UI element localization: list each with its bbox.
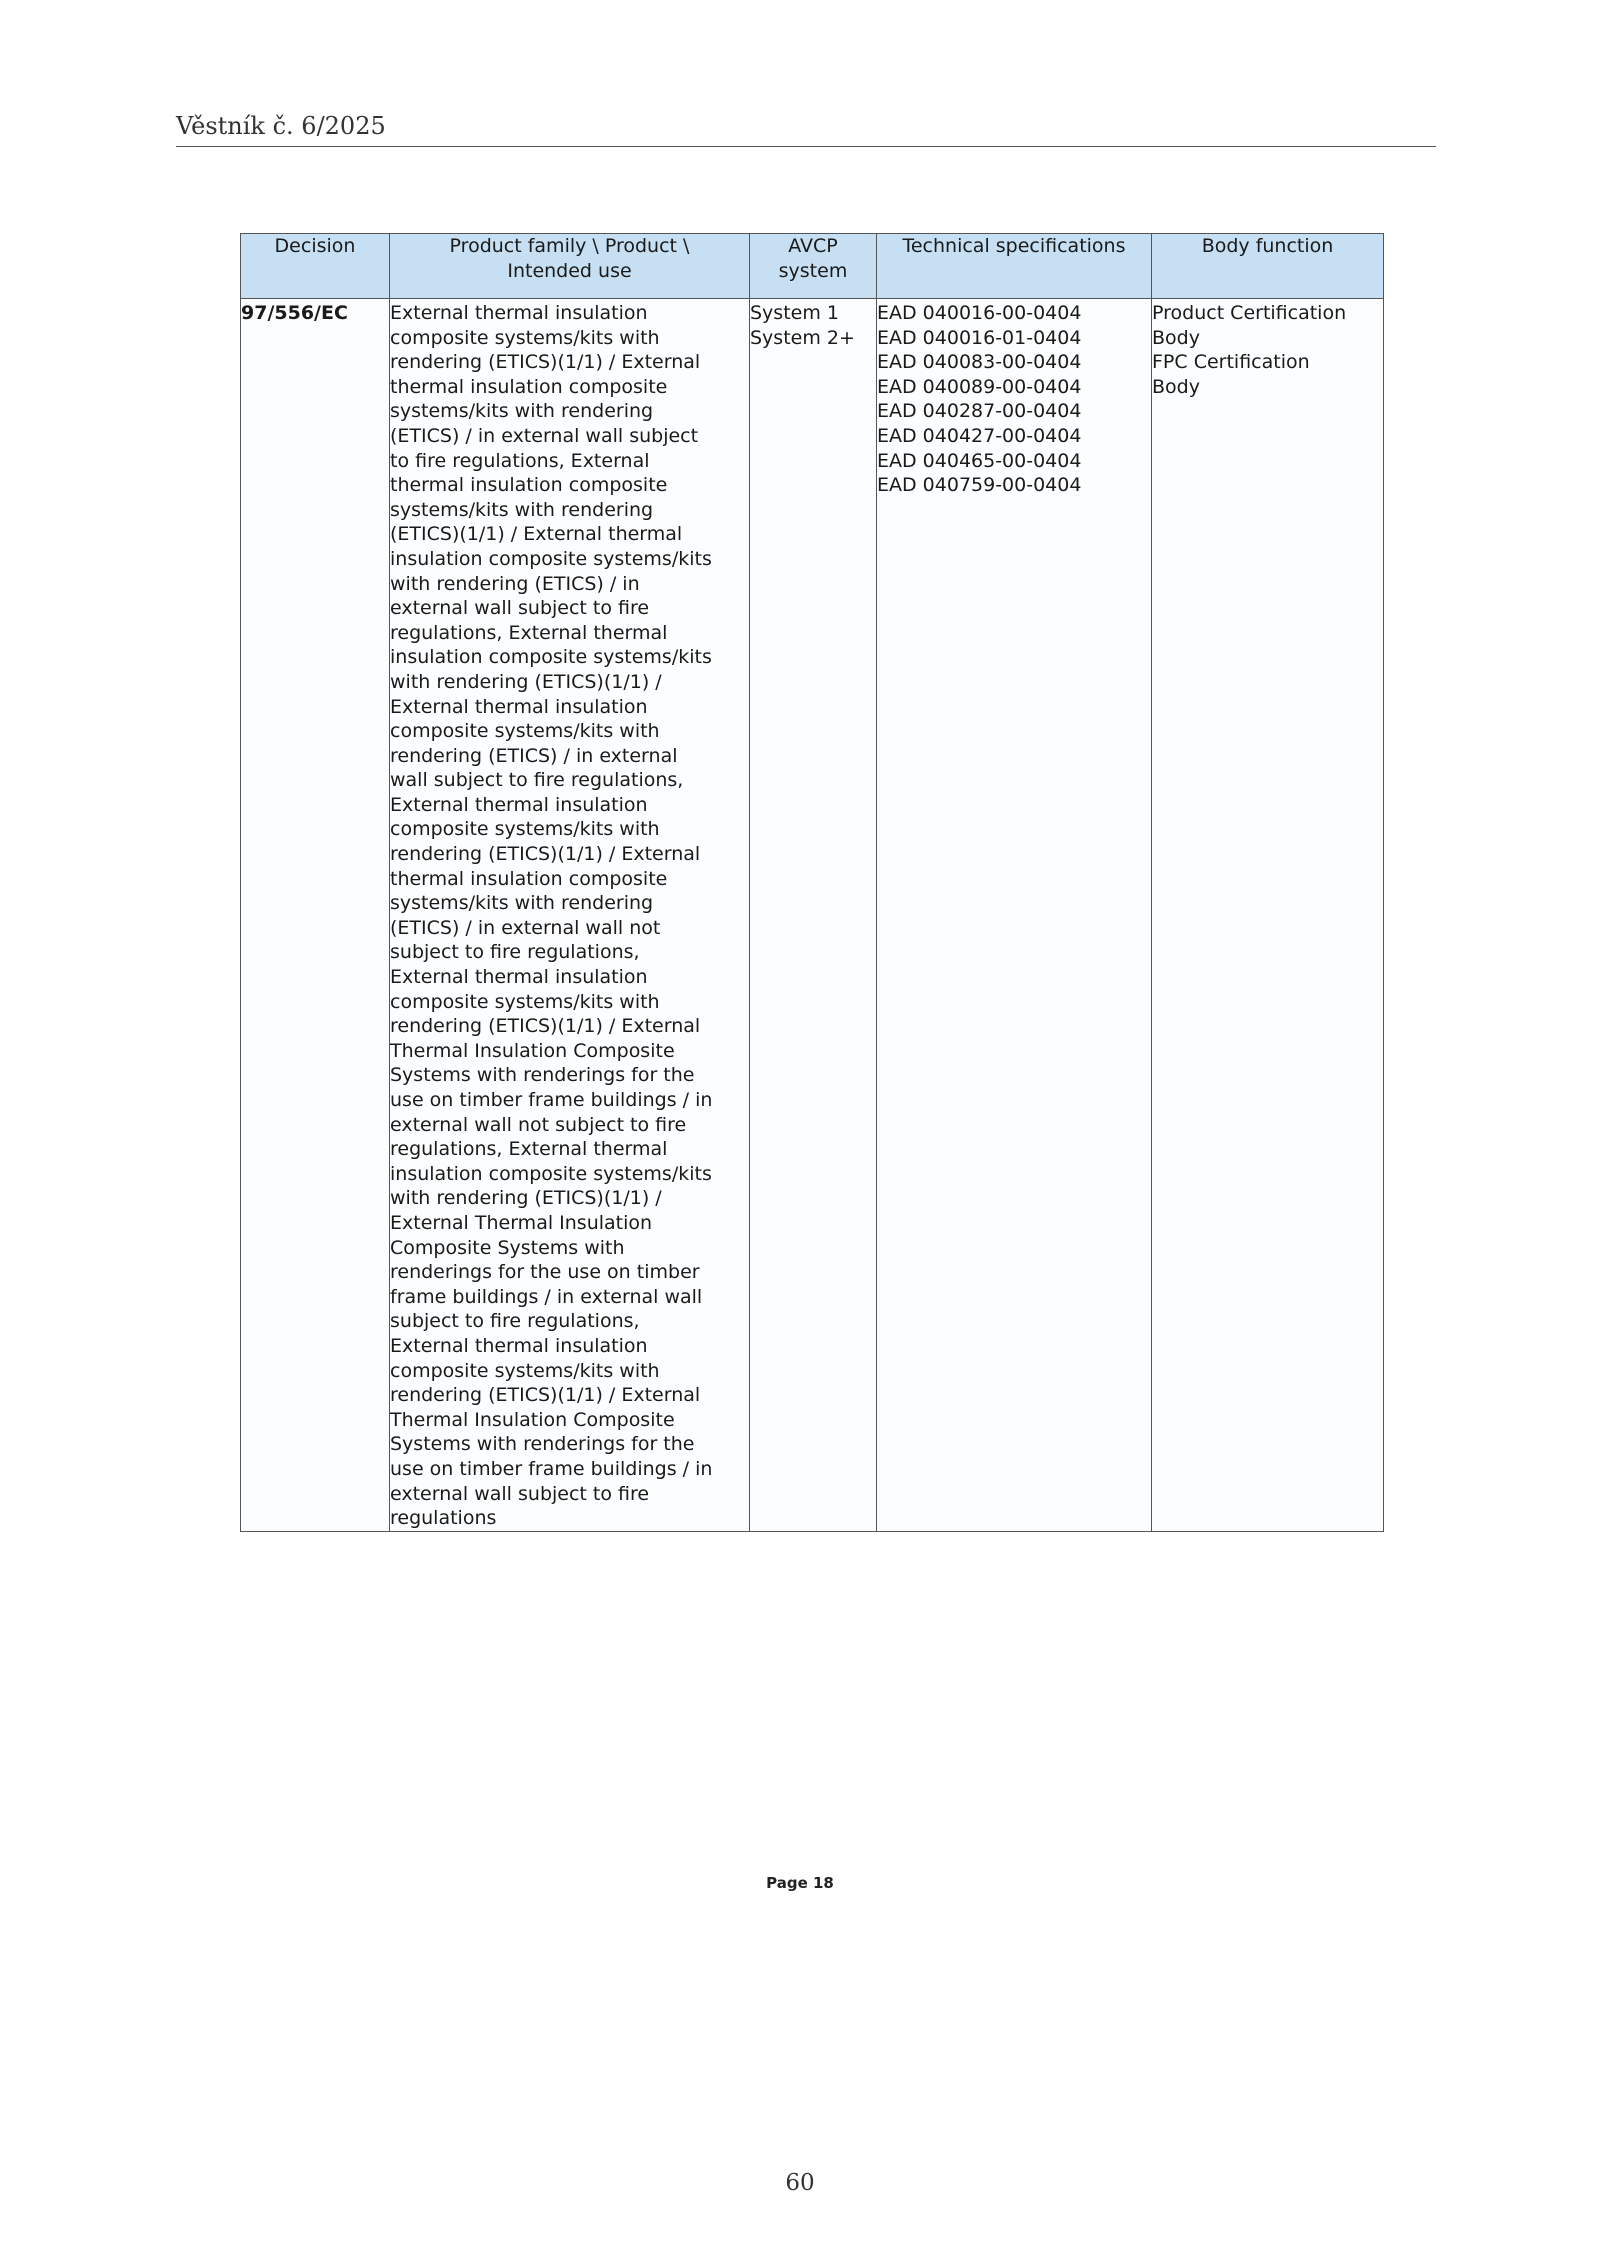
- product-text-line: systems/kits with rendering: [390, 498, 654, 521]
- product-text-line: Thermal Insulation Composite: [390, 1408, 675, 1431]
- header-line: Intended use: [507, 259, 632, 282]
- product-text-line: Systems with renderings for the: [390, 1064, 695, 1087]
- page-number: 60: [785, 2170, 815, 2196]
- technical-specifications-cell: [877, 299, 1152, 1532]
- technical-specification-line: EAD 040016-00-0404: [877, 302, 1082, 324]
- product-text-line: External thermal insulation: [390, 695, 648, 718]
- product-text-line: use on timber frame buildings / in: [390, 1457, 713, 1480]
- product-text-line: Thermal Insulation Composite: [390, 1039, 675, 1062]
- product-text-line: External thermal insulation: [390, 1334, 648, 1357]
- technical-specification-line: EAD 040083-00-0404: [877, 351, 1082, 374]
- product-text-line: rendering (ETICS)(1/1) / External: [390, 1384, 701, 1407]
- product-text-line: External thermal insulation: [390, 966, 648, 989]
- header-line: Product family \ Product \: [449, 235, 690, 257]
- header-decision: [241, 234, 390, 299]
- product-text-line: external wall not subject to fire: [390, 1113, 687, 1136]
- decision-code: 97/556/EC: [241, 302, 348, 324]
- product-text-line: External Thermal Insulation: [390, 1211, 653, 1234]
- product-family-cell: [390, 299, 750, 1532]
- technical-specification-line: EAD 040427-00-0404: [877, 424, 1082, 447]
- product-text-line: with rendering (ETICS)(1/1) /: [390, 1187, 662, 1210]
- product-text-line: (ETICS)(1/1) / External thermal: [390, 523, 683, 546]
- product-text-line: frame buildings / in external wall: [390, 1285, 703, 1308]
- header-body-function: [1152, 234, 1384, 299]
- technical-specification-line: EAD 040016-01-0404: [877, 326, 1082, 349]
- table-header-row: [241, 234, 1384, 299]
- product-text-line: systems/kits with rendering: [390, 892, 654, 915]
- product-text-line: composite systems/kits with: [390, 720, 660, 743]
- header-line: Decision: [274, 235, 356, 257]
- header-line: Body function: [1201, 235, 1334, 257]
- product-text-line: rendering (ETICS)(1/1) / External: [390, 843, 701, 866]
- technical-specification-line: EAD 040759-00-0404: [877, 474, 1082, 497]
- product-text-line: External thermal insulation: [390, 302, 648, 324]
- product-text-line: subject to fire regulations,: [390, 1310, 640, 1333]
- product-text-line: (ETICS) / in external wall not: [390, 916, 661, 939]
- body-function-line: Product Certification: [1152, 302, 1347, 324]
- product-text-line: with rendering (ETICS) / in: [390, 572, 640, 595]
- product-text-line: thermal insulation composite: [390, 474, 668, 497]
- avcp-system-line: System 2+: [750, 326, 855, 349]
- product-text-line: rendering (ETICS)(1/1) / External: [390, 1015, 701, 1038]
- product-text-line: systems/kits with rendering: [390, 400, 654, 423]
- header-line: system: [778, 259, 848, 282]
- product-text-line: regulations, External thermal: [390, 1138, 668, 1161]
- product-text-line: thermal insulation composite: [390, 375, 668, 398]
- product-text-line: composite systems/kits with: [390, 818, 660, 841]
- product-text-line: (ETICS) / in external wall subject: [390, 424, 699, 447]
- table-row: [241, 299, 1384, 1532]
- body-function-cell: [1152, 299, 1384, 1532]
- product-text-line: thermal insulation composite: [390, 867, 668, 890]
- header-technical-specifications: [877, 234, 1152, 299]
- avcp-system-line: System 1: [750, 302, 839, 324]
- product-text-line: rendering (ETICS)(1/1) / External: [390, 351, 701, 374]
- product-text-line: composite systems/kits with: [390, 326, 660, 349]
- product-text-line: Composite Systems with: [390, 1236, 625, 1259]
- body-function-line: Body: [1152, 375, 1200, 398]
- page-label: Page 18: [766, 1874, 834, 1892]
- header-rule: [176, 146, 1436, 147]
- product-text-line: subject to fire regulations,: [390, 941, 640, 964]
- decision-table: [240, 233, 1384, 1532]
- product-text-line: renderings for the use on timber: [390, 1261, 700, 1284]
- avcp-cell: [750, 299, 877, 1532]
- technical-specification-line: EAD 040465-00-0404: [877, 449, 1082, 472]
- header-avcp-system: [750, 234, 877, 299]
- body-function-line: FPC Certification: [1152, 351, 1310, 374]
- product-text-line: external wall subject to fire: [390, 1482, 650, 1505]
- product-text-line: insulation composite systems/kits: [390, 646, 712, 669]
- product-text-line: composite systems/kits with: [390, 990, 660, 1013]
- product-text-line: regulations: [390, 1507, 497, 1530]
- product-text-line: wall subject to fire regulations,: [390, 769, 684, 792]
- body-function-line: Body: [1152, 326, 1200, 349]
- header-product-family: [390, 234, 750, 299]
- product-text-line: Systems with renderings for the: [390, 1433, 695, 1456]
- running-header: Věstník č. 6/2025: [176, 112, 386, 140]
- technical-specification-line: EAD 040089-00-0404: [877, 375, 1082, 398]
- technical-specification-line: EAD 040287-00-0404: [877, 400, 1082, 423]
- product-text-line: insulation composite systems/kits: [390, 1162, 712, 1185]
- product-text-line: insulation composite systems/kits: [390, 547, 712, 570]
- product-text-line: composite systems/kits with: [390, 1359, 660, 1382]
- product-text-line: to fire regulations, External: [390, 449, 650, 472]
- product-text-line: with rendering (ETICS)(1/1) /: [390, 670, 662, 693]
- product-text-line: External thermal insulation: [390, 793, 648, 816]
- header-line: AVCP: [788, 235, 838, 257]
- product-text-line: rendering (ETICS) / in external: [390, 744, 678, 767]
- product-text-line: regulations, External thermal: [390, 621, 668, 644]
- header-line: Technical specifications: [902, 235, 1126, 257]
- product-text-line: use on timber frame buildings / in: [390, 1089, 713, 1111]
- decision-cell: [241, 299, 390, 1532]
- product-text-line: external wall subject to fire: [390, 597, 650, 620]
